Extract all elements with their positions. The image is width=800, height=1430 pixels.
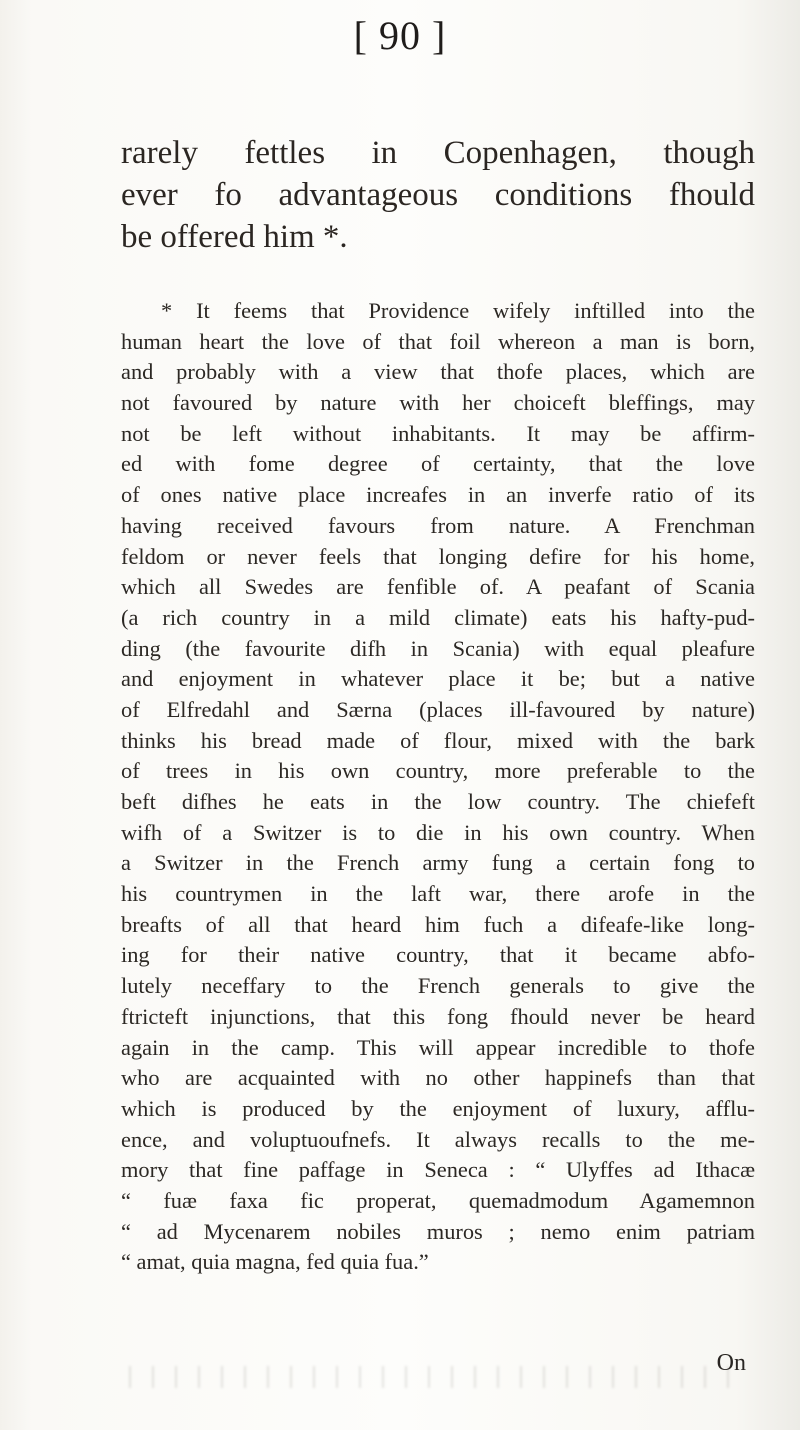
- footnote-line: not be left without inhabitants. It may be affirm-: [121, 420, 755, 446]
- footnote-line: lutely neceffary to the French generals to give the: [121, 973, 755, 999]
- footnote-line: ftricteft injunctions, that this fong fhould never be heard: [121, 1003, 755, 1029]
- footnote-line: “ amat, quia magna, fed quia fua.”: [121, 1249, 429, 1275]
- catchword: On: [716, 1350, 746, 1376]
- footnote-line: ence, and voluptuoufnefs. It always recalls to the me-: [121, 1126, 755, 1152]
- footnote-line: “ ad Mycenarem nobiles muros ; nemo enim patriam: [121, 1218, 755, 1244]
- footnote-line: and probably with a view that thofe places, which are: [121, 359, 755, 385]
- footnote-line: his countrymen in the laft war, there arofe in the: [121, 881, 755, 907]
- footnote-line: ing for their native country, that it became abfo-: [121, 942, 755, 968]
- footnote-line: again in the camp. This will appear incredible to thofe: [121, 1034, 755, 1060]
- footnote-line: of Elfredahl and Særna (places ill-favoured by nature): [121, 696, 755, 722]
- footnote-line: * It feems that Providence wifely inftilled into the: [161, 298, 755, 323]
- footnote-line: feldom or never feels that longing defire for his home,: [121, 543, 755, 569]
- footnote-line: breafts of all that heard him fuch a difeafe-like long-: [121, 911, 755, 937]
- footnote-line: and enjoyment in whatever place it be; but a native: [121, 666, 755, 692]
- main-paragraph: [121, 132, 755, 258]
- footnote-line: human heart the love of that foil whereon a man is born,: [121, 328, 755, 354]
- footnote-line: which is produced by the enjoyment of luxury, afflu-: [121, 1095, 755, 1121]
- footnote-line: ding (the favourite difh in Scania) with equal pleafure: [121, 635, 755, 661]
- footnote-line: not favoured by nature with her choiceft bleffings, may: [121, 390, 755, 416]
- footnote: [121, 296, 755, 1278]
- footnote-line: having received favours from nature. A Frenchman: [121, 512, 755, 538]
- footnote-line: ed with fome degree of certainty, that the love: [121, 451, 755, 477]
- footnote-line: wifh of a Switzer is to die in his own country. When: [121, 819, 755, 845]
- footnote-line: beft difhes he eats in the low country. The chiefeft: [121, 789, 755, 814]
- footnote-line: (a rich country in a mild climate) eats his hafty-pud-: [121, 604, 755, 630]
- footnote-line: thinks his bread made of flour, mixed with the bark: [121, 727, 755, 753]
- footnote-line: mory that fine paffage in Seneca : “ Ulyffes ad Ithacæ: [121, 1157, 755, 1183]
- show-through-bleed: [120, 1366, 740, 1388]
- page-number-header: [ 90 ]: [353, 13, 447, 58]
- main-line: be offered him *.: [121, 219, 348, 255]
- footnote-line: who are acquainted with no other happinefs than that: [121, 1065, 755, 1091]
- main-line: ever fo advantageous conditions fhould: [121, 177, 755, 213]
- footnote-line: of trees in his own country, more preferable to the: [121, 758, 755, 784]
- footnote-line: “ fuæ faxa fic properat, quemadmodum Agamemnon: [121, 1187, 755, 1213]
- footnote-line: which all Swedes are fenfible of. A peafant of Scania: [121, 574, 755, 600]
- main-line: rarely fettles in Copenhagen, though: [121, 135, 755, 171]
- footnote-line: of ones native place increafes in an inverfe ratio of its: [121, 482, 755, 508]
- footnote-line: a Switzer in the French army fung a certain fong to: [121, 850, 755, 876]
